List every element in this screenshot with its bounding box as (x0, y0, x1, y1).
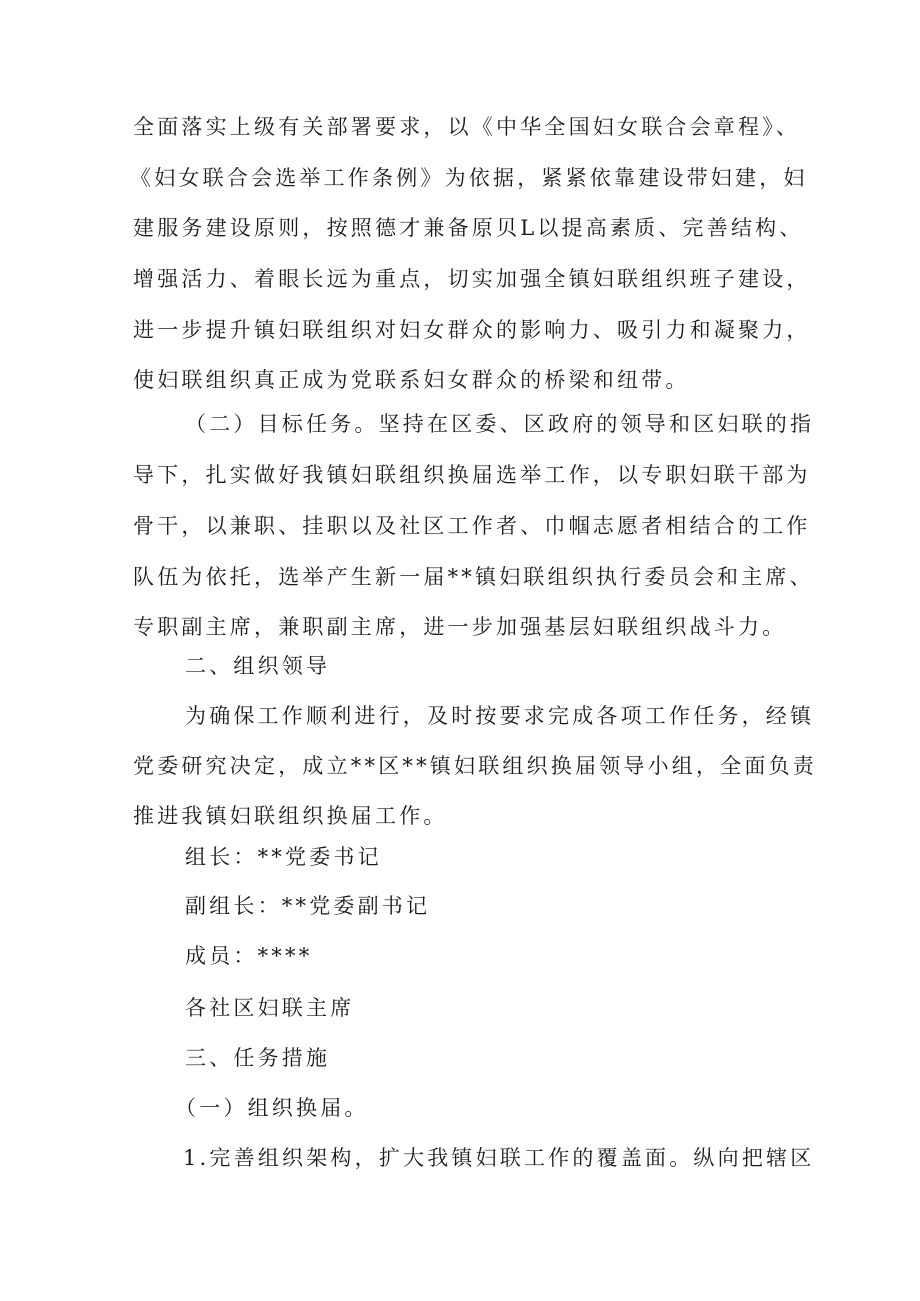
section-heading: 二、组织领导 (185, 654, 331, 678)
text-line: 《妇女联合会选举工作条例》为依据，紧紧依靠建设带妇建，妇 (130, 166, 808, 190)
text-line: 推进我镇妇联组织换届工作。 (133, 804, 448, 828)
text-line: 党委研究决定，成立**区**镇妇联组织换届领导小组，全面负责 (133, 754, 817, 778)
group-leader-line: 组长：**党委书记 (185, 845, 382, 869)
members-line: 成员：**** (185, 944, 313, 968)
text-line: 为确保工作顺利进行，及时按要求完成各项工作任务，经镇 (185, 704, 815, 728)
text-line: 进一步提升镇妇联组织对妇女群众的影响力、吸引力和凝聚力， (133, 318, 811, 342)
text-line: 骨干，以兼职、挂职以及社区工作者、巾帼志愿者相结合的工作 (133, 514, 811, 538)
text-line: 1.完善组织架构，扩大我镇妇联工作的覆盖面。纵向把辖区 (183, 1146, 815, 1170)
text-line: 各社区妇联主席 (185, 996, 355, 1020)
text-line: 增强活力、着眼长远为重点，切实加强全镇妇联组织班子建设， (133, 267, 811, 291)
subsection-heading: （一）组织换届。 (175, 1096, 369, 1120)
text-line: 专职副主席，兼职副主席，进一步加强基层妇联组织战斗力。 (133, 615, 787, 639)
text-line: 队伍为依托，选举产生新一届**镇妇联组织执行委员会和主席、 (133, 565, 814, 589)
deputy-leader-line: 副组长：**党委副书记 (185, 894, 431, 918)
text-line: 建服务建设原则，按照德才兼备原贝L以提高素质、完善结构、 (133, 216, 804, 240)
section-heading: 三、任务措施 (185, 1046, 331, 1070)
text-line: 导下，扎实做好我镇妇联组织换届选举工作，以专职妇联干部为 (133, 463, 811, 487)
text-line: 全面落实上级有关部署要求，以《中华全国妇女联合会章程》、 (133, 115, 801, 139)
text-line: （二）目标任务。坚持在区委、区政府的领导和区妇联的指 (185, 412, 815, 436)
text-line: 使妇联组织真正成为党联系妇女群众的桥梁和纽带。 (133, 368, 690, 392)
